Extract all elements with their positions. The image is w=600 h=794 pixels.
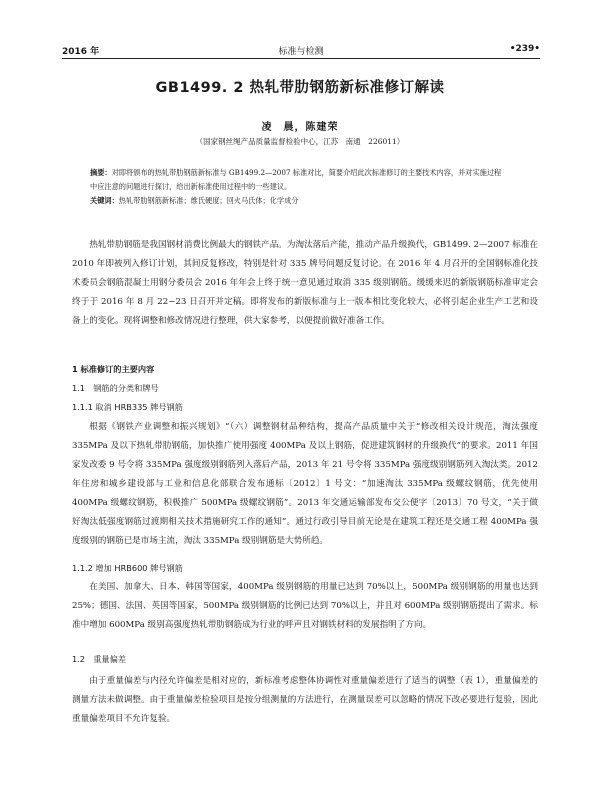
abstract-block bbox=[90, 166, 504, 208]
article-affiliation: （国家钢丝绳产品质量监督检验中心，江苏 南通 226011） bbox=[195, 137, 405, 146]
section-heading-1-1-1: 1.1.1 取消 HRB335 牌号钢筋 bbox=[72, 402, 183, 412]
section-1-1-1-paragraph: 根据《钢铁产业调整和振兴规划》“（六）调整钢材品种结构，提高产品质量中关于“修改相关设计规范，淘汰强度 335MPa 及以下热轧带肋钢筋，加快推广使用强度 400MPa 及以上钢筋，促进建筑钢材的升级换代”的要求。2011 年国家发改委 9 号令将 335MPa 强度级别钢筋列入落后产品，2013 年 21 号令将 335MPa 强度级别钢筋列入淘汰类。2012 年住房和城乡建设部与工业和信息化部联合发布通标〔2012〕1 号文：“加速淘汰 335MPa 级螺纹钢筋，优先使用 400MPa 级螺纹钢筋，积极推广 500MPa 级螺纹钢筋”。2013 年交通运输部发布交公便字〔2013〕70 号文，“关于做好淘汰低强度钢筋过渡期相关技术措施研究工作的通知”。通过行政引导目前无论是在建筑工程还是交通工程 400MPa 强度级别的钢筋已是市场主流，淘汰 335MPa 级别钢筋是大势所趋。 bbox=[72, 422, 538, 546]
article-authors: 凌 晨，陈建荣 bbox=[261, 122, 339, 133]
keywords-line bbox=[90, 194, 504, 208]
section-heading-1: 1 标准修订的主要内容 bbox=[72, 364, 155, 374]
running-header bbox=[62, 44, 540, 59]
section-1-2-paragraph: 由于重量偏差与内径允许偏差是相对应的，新标准考虑整体协调性对重量偏差进行了适当的调整（表 1），重量偏差的测量方法未做调整。由于重量偏差检验项目是按分组测量的方法进行，在测量误差可以忽略的情况下改必要进行复验，因此重量偏差项目不允许复验。 bbox=[72, 676, 538, 724]
keywords-text: 热轧带肋钢筋新标准；维氏硬度；回火马氏体；化学成分 bbox=[118, 196, 299, 205]
section-heading-1-2: 1.2 重量偏差 bbox=[72, 654, 126, 664]
abstract-paragraph bbox=[90, 166, 504, 194]
section-heading-1-1-2: 1.1.2 增加 HRB600 牌号钢筋 bbox=[72, 563, 183, 573]
article-title: GB1499. 2 热轧带肋钢筋新标准修订解读 bbox=[155, 80, 445, 96]
section-1-1-1-body bbox=[72, 418, 538, 551]
header-year: 2016 年 bbox=[62, 47, 100, 57]
intro-paragraph: 热轧带肋钢筋是我国钢材消费比例最大的钢铁产品。为淘汰落后产能，推动产品升级换代，GB1499. 2—2007 标准在 2010 年即被列入修订计划，其间反复修改，特别是针对 335 牌号问题反复讨论。在 2016 年 4 月召开的全国钢标准化技术委员会钢筋混凝土用钢分委员会 2016 年年会上终于统一意见通过取消 335 级别钢筋。缓缓来迟的新版钢筋标准审定会终于于 2016 年 8 月 22~23 日召开并定稿。即将发布的新版标准与上一版本相比变化较大，必将引起企业生产工艺和设备上的变化。现将调整和修改情况进行整理，供大家参考，以便提前做好准备工作。 bbox=[72, 240, 538, 326]
section-1-1-2-body bbox=[72, 578, 538, 635]
abstract-text: 对即将颁布的热轧带肋钢筋新标准与 GB1499.2—2007 标准对比，简要介绍此次标准修订的主要技术内容，并对实施过程中应注意的问题进行探讨，给出新标准使用过程中的一些建议。 bbox=[90, 168, 502, 191]
section-1-2-body bbox=[72, 672, 538, 729]
keywords-label: 关键词： bbox=[90, 196, 119, 205]
section-1-1-2-paragraph: 在美国、加拿大、日本、韩国等国家，400MPa 级别钢筋的用量已达到 70%以上，500MPa 级别钢筋的用量也达到 25%；德国、法国、英国等国家，500MPa 级别钢筋的比例已达到 70%以上，并且对 600MPa 级别钢筋提出了需求。标准中增加 600MPa 级别高强度热轧带肋钢筋成为行业的呼声且对钢铁材料的发展指明了方向。 bbox=[72, 582, 538, 630]
abstract-label: 摘要： bbox=[90, 168, 112, 177]
section-heading-1-1: 1.1 钢筋的分类和牌号 bbox=[72, 383, 159, 393]
header-page-number: •239• bbox=[509, 44, 540, 54]
intro-section bbox=[72, 236, 538, 331]
header-journal: 标准与检测 bbox=[278, 47, 324, 57]
